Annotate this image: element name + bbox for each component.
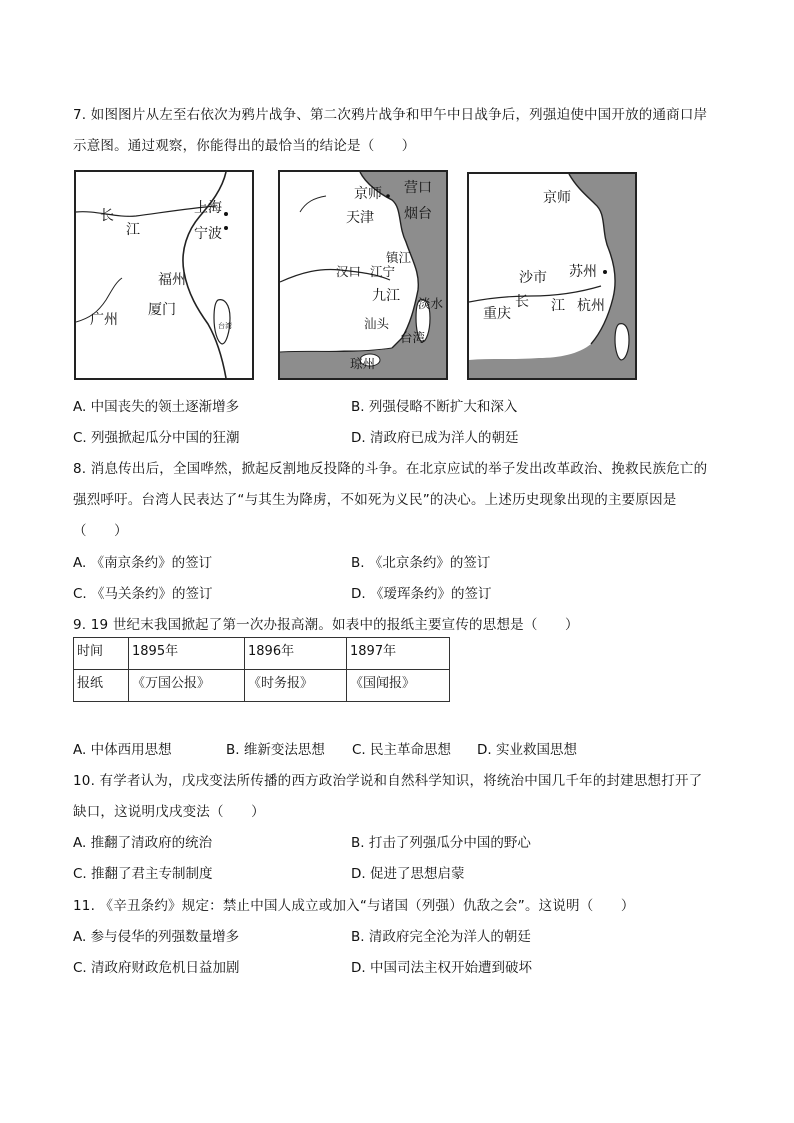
table-cell: 《万国公报》 [129, 670, 245, 702]
q11-option-c[interactable]: C. 清政府财政危机日益加剧 [73, 960, 240, 976]
q8-option-b[interactable]: B. 《北京条约》的签订 [351, 555, 491, 571]
q7-stem-line1: 7. 如图图片从左至右依次为鸦片战争、第二次鸦片战争和甲午中日战争后，列强迫使中国开放的通商口岸 [73, 107, 708, 123]
map3-label-hangzhou: 杭州 [577, 298, 605, 314]
map2-label-hankou: 汉口 [336, 264, 362, 279]
map3-label-jingshi: 京师 [543, 190, 571, 206]
q8-option-a[interactable]: A. 《南京条约》的签订 [73, 555, 213, 571]
q8-option-c[interactable]: C. 《马关条约》的签订 [73, 586, 213, 602]
map3-label-chang: 长 [515, 294, 529, 310]
q7-option-d[interactable]: D. 清政府已成为洋人的朝廷 [351, 430, 519, 446]
map1-label-chang: 长 [100, 208, 114, 224]
q11-option-b[interactable]: B. 清政府完全沦为洋人的朝廷 [351, 929, 531, 945]
map2-label-jiujiang: 九江 [372, 288, 400, 304]
map2-label-qiongzhou: 琼州 [350, 356, 376, 371]
map2-label-yantai: 烟台 [404, 206, 432, 222]
map1-label-taiwan: 台湾 [218, 322, 232, 330]
map1-label-shanghai: 上海 [194, 200, 222, 216]
q8-stem-line1: 8. 消息传出后，全国哗然，掀起反割地反投降的斗争。在北京应试的举子发出改革政治、挽救民族危亡的 [73, 461, 708, 477]
map2-label-yingkou: 营口 [404, 180, 432, 196]
map-opium-war [74, 170, 254, 380]
q10-option-a[interactable]: A. 推翻了清政府的统治 [73, 835, 213, 851]
map2-label-jiangning: 江宁 [370, 264, 396, 279]
q10-stem-line2: 缺口，这说明戊戌变法（ ） [73, 804, 265, 820]
map1-label-fuzhou: 福州 [158, 272, 186, 288]
table-cell: 报纸 [74, 670, 129, 702]
table-cell: 1895年 [129, 638, 245, 670]
map-second-opium-war [278, 170, 448, 380]
table-cell: 时间 [74, 638, 129, 670]
q9-option-b[interactable]: B. 维新变法思想 [226, 742, 325, 758]
map2-label-shantou: 汕头 [364, 316, 390, 331]
q11-option-a[interactable]: A. 参与侵华的列强数量增多 [73, 929, 240, 945]
map3-label-jiang: 江 [551, 298, 565, 314]
q10-option-b[interactable]: B. 打击了列强瓜分中国的野心 [351, 835, 531, 851]
q11-stem: 11. 《辛丑条约》规定：禁止中国人成立或加入“与诸国（列强）仇敌之会”。这说明（ ） [73, 898, 635, 914]
q10-option-c[interactable]: C. 推翻了君主专制制度 [73, 866, 213, 882]
map1-label-xiamen: 厦门 [148, 302, 176, 318]
q7-option-a[interactable]: A. 中国丧失的领土逐渐增多 [73, 399, 240, 415]
table-cell: 《时务报》 [245, 670, 347, 702]
q8-stem-line3: （ ） [73, 523, 128, 539]
map2-label-taiwan: 台湾 [400, 330, 426, 345]
q7-stem-line2: 示意图。通过观察，你能得出的最恰当的结论是（ ） [73, 138, 416, 154]
q9-option-c[interactable]: C. 民主革命思想 [352, 742, 452, 758]
map2-label-jingshi: 京师 [354, 186, 382, 202]
q10-option-d[interactable]: D. 促进了思想启蒙 [351, 866, 465, 882]
q9-option-a[interactable]: A. 中体西用思想 [73, 742, 172, 758]
table-row [74, 670, 450, 702]
map1-label-guangzhou: 广州 [90, 312, 118, 328]
map2-label-tianjin: 天津 [346, 210, 374, 226]
map3-label-chongqing: 重庆 [483, 306, 511, 322]
q7-option-b[interactable]: B. 列强侵略不断扩大和深入 [351, 399, 518, 415]
map1-label-ningbo: 宁波 [194, 226, 222, 242]
map2-label-zhenjiang: 镇江 [386, 250, 412, 265]
map3-label-shashi: 沙市 [519, 270, 547, 286]
q10-stem-line1: 10. 有学者认为，戊戌变法所传播的西方政治学说和自然科学知识，将统治中国几千年的封建思想打开了 [73, 773, 703, 789]
q11-option-d[interactable]: D. 中国司法主权开始遭到破坏 [351, 960, 532, 976]
table-cell: 《国闻报》 [347, 670, 450, 702]
map3-label-suzhou: 苏州 [569, 264, 597, 280]
table-row [74, 638, 450, 670]
table-cell: 1897年 [347, 638, 450, 670]
table-cell: 1896年 [245, 638, 347, 670]
q9-stem: 9. 19 世纪末我国掀起了第一次办报高潮。如表中的报纸主要宣传的思想是（ ） [73, 617, 579, 633]
newspaper-table [73, 637, 450, 702]
map2-label-danshui: 淡水 [418, 296, 444, 311]
q7-option-c[interactable]: C. 列强掀起瓜分中国的狂潮 [73, 430, 240, 446]
map1-label-jiang: 江 [126, 222, 140, 238]
q8-option-d[interactable]: D. 《瑷珲条约》的签订 [351, 586, 492, 602]
q9-option-d[interactable]: D. 实业救国思想 [477, 742, 577, 758]
map-sino-japanese-war [467, 172, 637, 380]
q8-stem-line2: 强烈呼吁。台湾人民表达了“与其生为降虏，不如死为义民”的决心。上述历史现象出现的主要原因是 [73, 492, 677, 508]
